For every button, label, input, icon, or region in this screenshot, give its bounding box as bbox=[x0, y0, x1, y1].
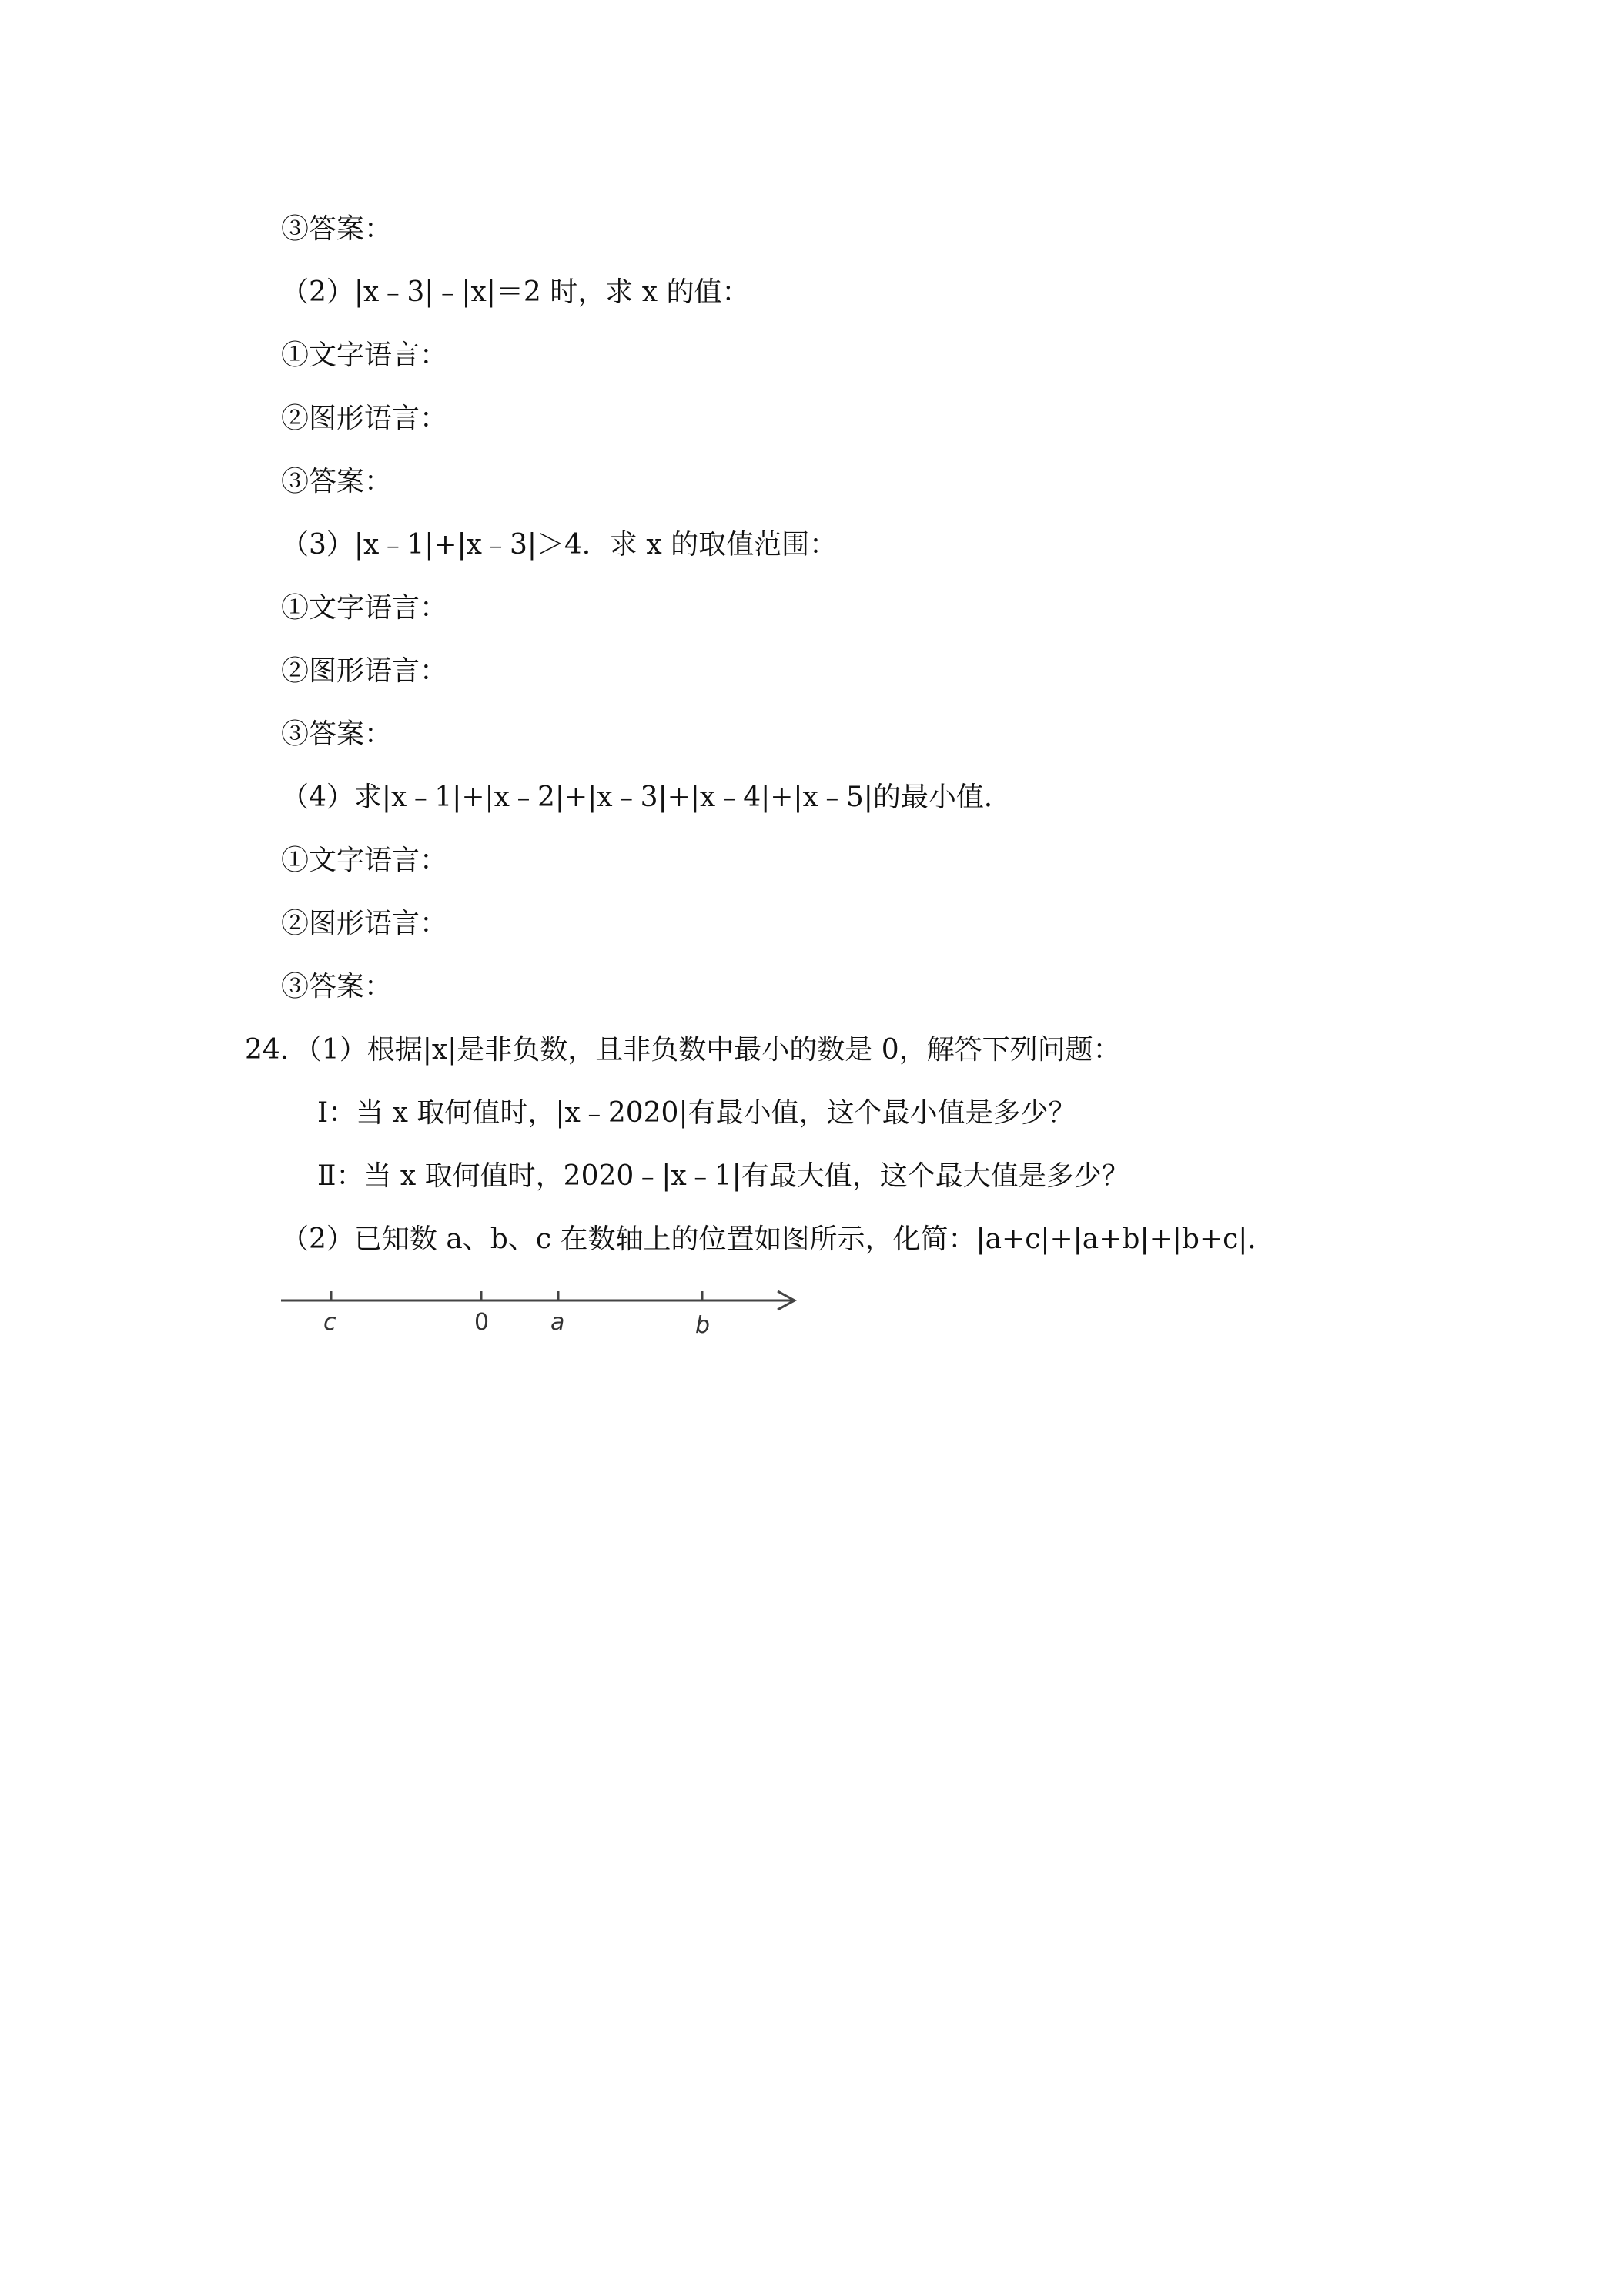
q23-4-graphic-language: ②图形语言： bbox=[281, 908, 448, 939]
label-c: c bbox=[323, 1309, 336, 1336]
q23-3-answer-label: ③答案： bbox=[281, 718, 393, 750]
q23-2-question: （2）|x﹣3|﹣|x|＝2 时，求 x 的值： bbox=[281, 276, 750, 308]
q23-3-graphic-language: ②图形语言： bbox=[281, 655, 448, 687]
q23-4-text-language: ①文字语言： bbox=[281, 845, 448, 876]
q24-intro: 24．（1）根据|x|是非负数，且非负数中最小的数是 0，解答下列问题： bbox=[245, 1034, 1121, 1066]
label-0: 0 bbox=[474, 1309, 490, 1336]
label-b: b bbox=[695, 1312, 711, 1339]
q23-2-answer-label: ③答案： bbox=[281, 466, 393, 497]
number-line-figure bbox=[277, 1282, 816, 1344]
label-a: a bbox=[550, 1309, 565, 1336]
q23-3-text-language: ①文字语言： bbox=[281, 592, 448, 624]
q23-2-text-language: ①文字语言： bbox=[281, 340, 448, 371]
q24-part-ii: Ⅱ：当 x 取何值时，2020﹣|x﹣1|有最大值，这个最大值是多少？ bbox=[317, 1160, 1129, 1192]
q23-4-question: （4）求|x﹣1|+|x﹣2|+|x﹣3|+|x﹣4|+|x﹣5|的最小值． bbox=[281, 782, 1012, 813]
q23-2-graphic-language: ②图形语言： bbox=[281, 403, 448, 434]
q23-1-answer-label: ③答案： bbox=[281, 213, 393, 245]
q23-4-answer-label: ③答案： bbox=[281, 971, 393, 1002]
q24-part-i: Ⅰ：当 x 取何值时，|x﹣2020|有最小值，这个最小值是多少？ bbox=[317, 1097, 1076, 1129]
q23-3-question: （3）|x﹣1|+|x﹣3|＞4．求 x 的取值范围： bbox=[281, 529, 838, 561]
q24-part-2: （2）已知数 a、b、c 在数轴上的位置如图所示，化简：|a+c|+|a+b|+|b+c|． bbox=[281, 1223, 1276, 1255]
